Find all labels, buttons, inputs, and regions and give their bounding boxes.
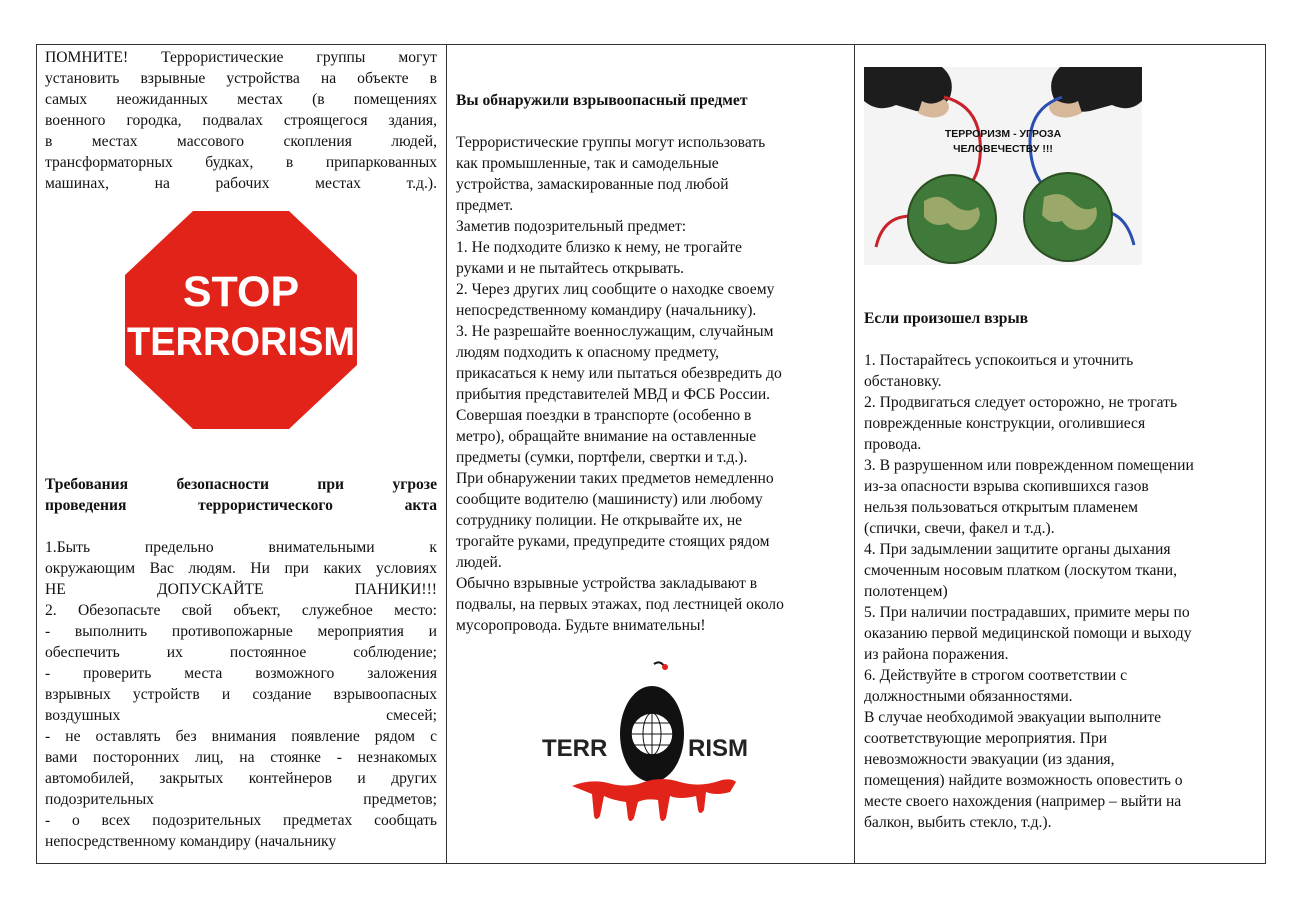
body-line: провода. [864, 436, 922, 453]
body-line: невозможности эвакуации (из здания, [864, 751, 1115, 768]
terrorism-threat-poster [864, 67, 1142, 265]
rule-line: НЕ ДОПУСКАЙТЕ ПАНИКИ!!! [45, 581, 437, 598]
body-line: должностными обязанностями. [864, 688, 1073, 705]
column-middle [447, 45, 855, 863]
intro-line: ПОМНИТЕ! Террористические группы могут [45, 49, 437, 66]
body-line: предмет. [456, 197, 514, 214]
body-line: предметы (сумки, портфели, свертки и т.д.). [456, 449, 748, 466]
body-line: Совершая поездки в транспорте (особенно в [456, 407, 752, 424]
intro-line: в местах массового скопления людей, [45, 133, 437, 150]
rule-line: взрывных устройств и создание взрывоопасных [45, 686, 437, 703]
rule-line: - о всех подозрительных предметах сообщать [45, 812, 437, 829]
body-line: поврежденные конструкции, оголившиеся [864, 415, 1146, 432]
body-line: из-за опасности взрыва скопившихся газов [864, 478, 1149, 495]
rule-line: 1.Быть предельно внимательными к [45, 539, 437, 556]
body-line: как промышленные, так и самодельные [456, 155, 719, 172]
intro-paragraph [45, 47, 437, 194]
body-line: сотруднику полиции. Не открывайте их, не [456, 512, 743, 529]
terrorism-logo [532, 658, 770, 834]
explosion-body [864, 350, 1257, 833]
intro-line: машинах, на рабочих местах т.д.). [45, 175, 437, 192]
body-line: руками и не пытайтесь открывать. [456, 260, 685, 277]
globes-bomb-icon [864, 67, 1142, 265]
body-line: В случае необходимой эвакуации выполните [864, 709, 1162, 726]
body-line: 2. Через других лиц сообщите о находке своему [456, 281, 775, 298]
body-line: месте своего нахождения (например – выйти на [864, 793, 1182, 810]
intro-line: трансформаторных будках, в припаркованных [45, 154, 437, 171]
rule-line: автомобилей, закрытых контейнеров и других [45, 770, 437, 787]
security-rules [45, 537, 437, 852]
body-line: Заметив подозрительный предмет: [456, 218, 687, 235]
body-line: прибытия представителей МВД и ФСБ России. [456, 386, 771, 403]
body-line: полотенцем) [864, 583, 948, 600]
stop-sign-icon [121, 209, 361, 431]
body-line: метро), обращайте внимание на оставленные [456, 428, 757, 445]
body-line: 4. При задымлении защитите органы дыхания [864, 541, 1171, 558]
stop-terrorism-sign [121, 209, 361, 431]
body-line: 3. Не разрешайте военнослужащим, случайным [456, 323, 774, 340]
body-line: нельзя пользоваться открытым пламенем [864, 499, 1138, 516]
security-heading [45, 474, 437, 516]
leaflet-table [36, 44, 1266, 864]
rule-line: обеспечить их постоянное соблюдение; [45, 644, 437, 661]
rule-line: воздушных смесей; [45, 707, 437, 724]
body-line: 1. Не подходите близко к нему, не трогайте [456, 239, 742, 256]
rule-line: - проверить места возможного заложения [45, 665, 437, 682]
intro-line: самых неожиданных местах (в помещениях [45, 91, 437, 108]
body-line: мусоропровода. Будьте внимательны! [456, 617, 706, 634]
body-line: балкон, выбить стекло, т.д.). [864, 814, 1052, 831]
rule-line: 2. Обезопасьте свой объект, служебное место: [45, 602, 437, 619]
body-line: 3. В разрушенном или поврежденном помещении [864, 457, 1194, 474]
poster-line2: ЧЕЛОВЕЧЕСТВУ !!! [953, 143, 1053, 155]
body-line: из района поражения. [864, 646, 1009, 663]
body-line: непосредственному командиру (начальнику). [456, 302, 757, 319]
body-line: прикасаться к нему или пытаться обезвредить до [456, 365, 782, 382]
rule-line: окружающим Вас людям. Ни при каких условиях [45, 560, 437, 577]
rule-line: - не оставлять без внимания появление рядом с [45, 728, 437, 745]
body-line: 1. Постарайтесь успокоиться и уточнить [864, 352, 1134, 369]
body-line: смоченным носовым платком (лоскутом ткани, [864, 562, 1178, 579]
body-line: людям подходить к опасному предмету, [456, 344, 719, 361]
body-line: При обнаружении таких предметов немедленно [456, 470, 774, 487]
security-heading-line: Требования безопасности при угрозе [45, 476, 437, 493]
body-line: оказанию первой медицинской помощи и выходу [864, 625, 1192, 642]
body-line: обстановку. [864, 373, 942, 390]
body-line: 2. Продвигаться следует осторожно, не трогать [864, 394, 1178, 411]
stop-sign-line1: STOP [182, 268, 300, 316]
security-heading-line: проведения террористического акта [45, 497, 437, 514]
body-line: Террористические группы могут использовать [456, 134, 766, 151]
body-line: 5. При наличии пострадавших, примите меры по [864, 604, 1190, 621]
body-line: сообщите водителю (машинисту) или любому [456, 491, 763, 508]
intro-line: установить взрывные устройства на объекте в [45, 70, 437, 87]
body-line: устройства, замаскированные под любой [456, 176, 729, 193]
rule-line: - выполнить противопожарные мероприятия и [45, 623, 437, 640]
explosion-heading: Если произошел взрыв [864, 310, 1029, 327]
stop-sign-line2: TERRORISM [127, 320, 355, 364]
intro-line: военного городка, подвалах строящегося здания, [45, 112, 437, 129]
found-object-body [456, 132, 846, 636]
body-line: Обычно взрывные устройства закладывают в [456, 575, 758, 592]
body-line: помещения) найдите возможность оповестить о [864, 772, 1183, 789]
body-line: 6. Действуйте в строгом соответствии с [864, 667, 1128, 684]
body-line: трогайте руками, предупредите стоящих рядом [456, 533, 770, 550]
column-left [37, 45, 447, 863]
logo-text-right: RISM [688, 735, 748, 762]
body-line: (спички, свечи, факел и т.д.). [864, 520, 1055, 537]
rule-line: подозрительных предметов; [45, 791, 437, 808]
body-line: соответствующие мероприятия. При [864, 730, 1108, 747]
poster-line1: ТЕРРОРИЗМ - УГРОЗА [944, 128, 1062, 140]
terrorism-globe-icon [532, 658, 770, 834]
column-right [855, 45, 1265, 863]
found-object-heading: Вы обнаружили взрывоопасный предмет [456, 92, 748, 109]
body-line: подвалы, на первых этажах, под лестницей около [456, 596, 784, 613]
rule-line: вами посторонних лиц, на стоянке - незнакомых [45, 749, 437, 766]
body-line: людей. [456, 554, 502, 571]
logo-text-left: TERR [542, 735, 608, 762]
rule-line: непосредственному командиру (начальнику [45, 833, 337, 850]
